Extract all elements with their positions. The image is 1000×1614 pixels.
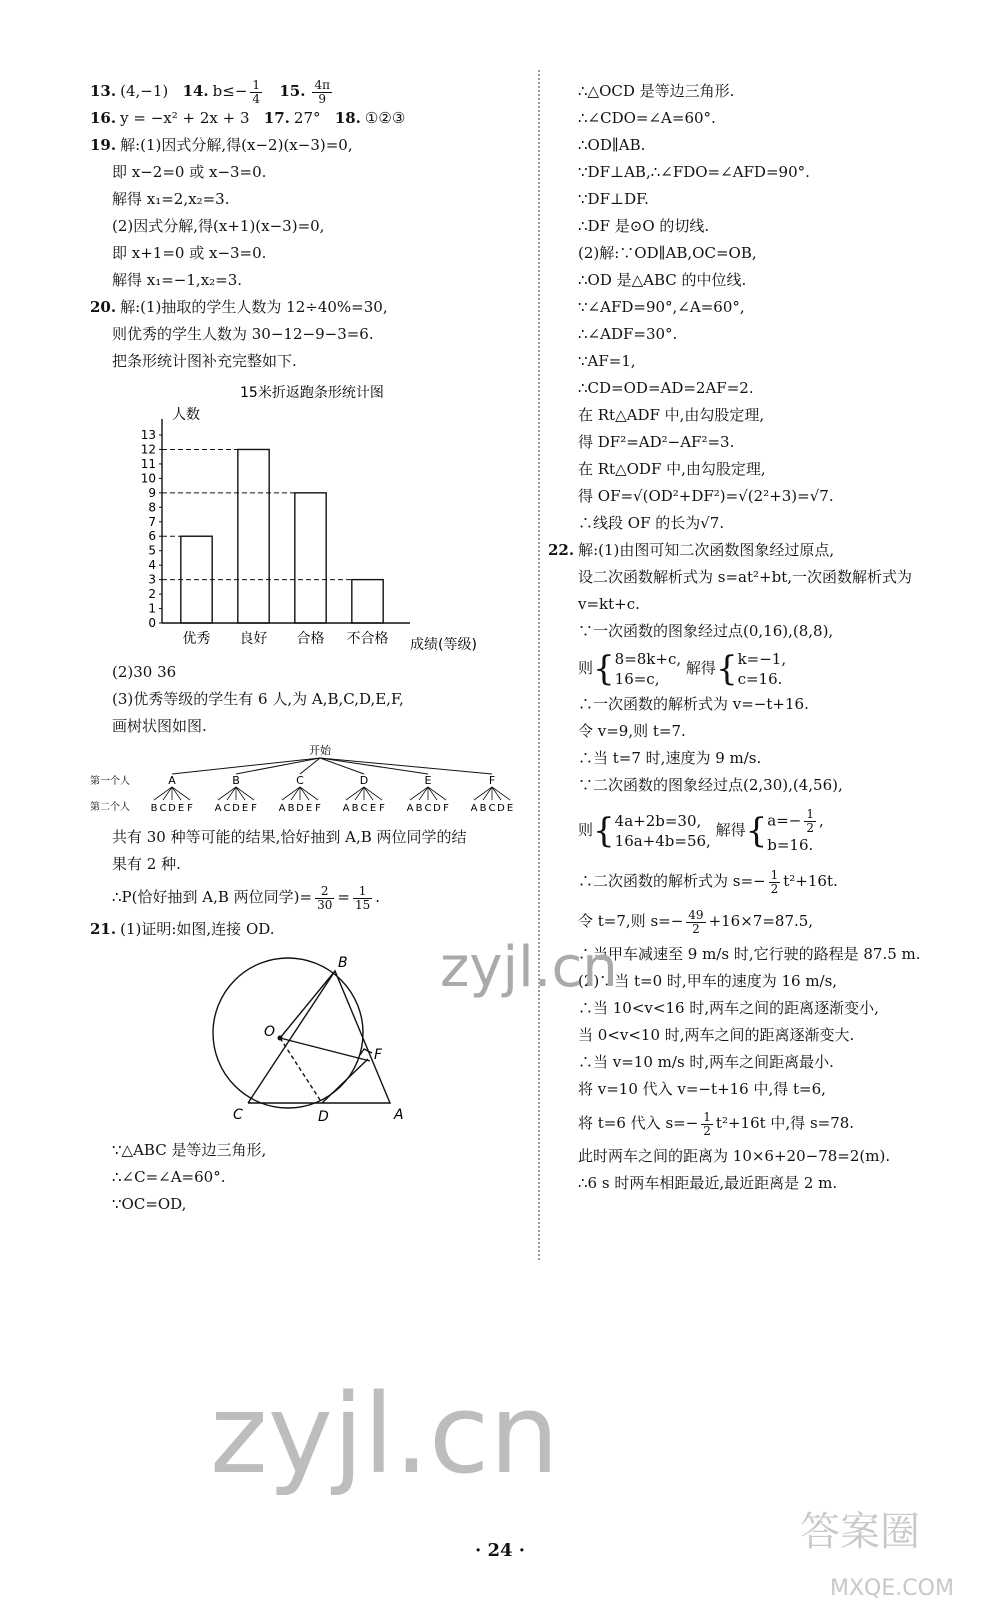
- q19-text: 解:(1)因式分解,得(x−2)(x−3)=0,: [120, 136, 353, 154]
- tree-row2-label: 第二个人: [90, 802, 130, 813]
- tree-leaf: C: [424, 803, 432, 814]
- q22-line: ∵二次函数的图象经过点(2,30),(4,56),: [578, 776, 843, 794]
- q22-line: ∵一次函数的图象经过点(0,16),(8,8),: [578, 622, 834, 640]
- y-tick-label: 11: [140, 456, 156, 471]
- y-tick-label: 7: [148, 514, 156, 529]
- q20-line: 把条形统计图补充完整如下.: [112, 352, 297, 370]
- label-c: C: [233, 1107, 243, 1123]
- tree-leaf: C: [360, 803, 368, 814]
- tree-node: B: [232, 774, 240, 787]
- q19-number: 19.: [90, 136, 117, 154]
- q15-number: 15.: [279, 82, 306, 100]
- watermark: 答案圈: [800, 1509, 920, 1555]
- tree-branch: [291, 787, 300, 800]
- tree-branch: [410, 787, 428, 800]
- q21-line: (2)解:∵OD∥AB,OC=OB,: [578, 244, 757, 262]
- tree-leaf: D: [433, 803, 441, 814]
- tree-branch: [172, 787, 190, 800]
- q21-line: 在 Rt△ADF 中,由勾股定理,: [578, 406, 765, 424]
- y-tick-label: 3: [148, 572, 156, 587]
- tree-branch: [428, 787, 446, 800]
- q22-line: 将 v=10 代入 v=−t+16 中,得 t=6,: [578, 1080, 826, 1098]
- column-divider: [538, 70, 540, 1260]
- q21-line: ∵DF⊥DF.: [578, 190, 649, 208]
- tree-branch: [154, 787, 172, 800]
- q20-number: 20.: [90, 298, 117, 316]
- y-tick-label: 0: [148, 616, 156, 630]
- y-tick-label: 13: [140, 428, 156, 442]
- tree-branch: [346, 787, 364, 800]
- answers-16-18: [90, 105, 530, 132]
- watermark: zyjl.cn: [210, 1370, 560, 1498]
- tree-leaf: F: [251, 803, 257, 814]
- q17-answer: 27°: [293, 109, 321, 127]
- q19-line: 即 x−2=0 或 x−3=0.: [112, 163, 267, 181]
- q20-text: 解:(1)抽取的学生人数为 12÷40%=30,: [120, 298, 388, 316]
- q22-system-1: 则{8=8k+c, 16=c, 解得{k=−1, c=16.: [578, 649, 787, 689]
- tree-leaf: A: [406, 803, 414, 814]
- q22-line: ∴当 v=10 m/s 时,两车之间距离最小.: [578, 1053, 834, 1071]
- tree-branch: [163, 787, 172, 800]
- tree-node: E: [424, 774, 432, 787]
- tree-leaf: F: [443, 803, 449, 814]
- label-o: O: [264, 1024, 276, 1040]
- q22-line: ∴当甲车减速至 9 m/s 时,它行驶的路程是 87.5 m.: [578, 945, 921, 963]
- q20-line: (2)30 36: [112, 663, 177, 681]
- label-f: F: [374, 1047, 383, 1063]
- tree-branch: [172, 787, 181, 800]
- tree-leaf: C: [159, 803, 167, 814]
- q16-answer: y = −x² + 2x + 3: [120, 109, 250, 127]
- q22-text: 解:(1)由图可知二次函数图象经过原点,: [578, 541, 835, 559]
- q22-t7: 令 t=7,则 s=− $\frac{49}{2}$ +16×7=87.5,: [578, 907, 814, 936]
- q21-line: ∵AF=1,: [578, 352, 636, 370]
- tree-leaf: B: [287, 803, 295, 814]
- x-category-label: 合格: [296, 631, 325, 647]
- tree-branch: [355, 787, 364, 800]
- q22-line: 当 0<v<10 时,两车之间的距离逐渐变大.: [578, 1026, 855, 1044]
- q22-system-2: 则{4a+2b=30, 16a+4b=56, 解得{a=− $\frac{1}{2}$ , b=16.: [578, 806, 824, 854]
- q22-line: v=kt+c.: [578, 595, 640, 613]
- tree-branch: [236, 787, 254, 800]
- label-d: D: [318, 1109, 329, 1125]
- q18-answer: ①②③: [364, 109, 406, 127]
- q18-number: 18.: [334, 109, 361, 127]
- q21-line: ∴OD∥AB.: [578, 136, 646, 154]
- tree-leaf: A: [214, 803, 222, 814]
- q19-line: [90, 132, 530, 159]
- segment-df: [322, 1059, 368, 1103]
- tree-branch: [364, 787, 382, 800]
- q19-line: (2)因式分解,得(x+1)(x−3)=0,: [112, 217, 325, 235]
- q19-line: 解得 x₁=2,x₂=3.: [112, 190, 230, 208]
- q13-answer: (4,−1): [120, 82, 169, 100]
- tree-leaf: B: [150, 803, 158, 814]
- right-column: [548, 78, 988, 1197]
- tree-branch: [419, 787, 428, 800]
- q15-fraction: $\frac{4\pi}{9}$: [314, 77, 331, 106]
- tree-branch: [474, 787, 492, 800]
- q20-line: [90, 294, 530, 321]
- answers-13-15: [90, 78, 530, 105]
- tree-leaf: D: [497, 803, 505, 814]
- tree-diagram: [90, 740, 530, 820]
- tree-node: C: [296, 774, 304, 787]
- tree-root: 开始: [309, 744, 331, 757]
- q21-number: 21.: [90, 920, 117, 938]
- y-tick-label: 12: [140, 442, 156, 457]
- tree-leaf: B: [415, 803, 423, 814]
- q22-quadratic: ∴二次函数的解析式为 s=− $\frac{1}{2}$ t²+16t.: [578, 867, 838, 896]
- tree-leaf: E: [241, 803, 249, 814]
- q20-line: (3)优秀等级的学生有 6 人,为 A,B,C,D,E,F,: [112, 690, 404, 708]
- q21-line: ∵∠AFD=90°,∠A=60°,: [578, 298, 745, 316]
- q14-fraction: $\frac{1}{4}$: [252, 77, 261, 106]
- tree-node: F: [488, 774, 496, 787]
- bar: [295, 493, 326, 623]
- tree-leaf: D: [232, 803, 240, 814]
- q21-line: ∴∠C=∠A=60°.: [112, 1168, 226, 1186]
- bar: [238, 449, 269, 623]
- q22-line: 设二次函数解析式为 s=at²+bt,一次函数解析式为: [578, 568, 912, 586]
- tree-branch: [483, 787, 492, 800]
- q21-line: ∴CD=OD=AD=2AF=2.: [578, 379, 754, 397]
- tree-leaf: F: [315, 803, 321, 814]
- q21-text: (1)证明:如图,连接 OD.: [120, 920, 275, 938]
- tree-leaf: E: [177, 803, 185, 814]
- q20-probability: ∴P(恰好抽到 A,B 两位同学)= $\frac{2}{30}$ = $\frac{1}{15}$ .: [112, 883, 380, 912]
- q20-line: 果有 2 种.: [112, 855, 181, 873]
- q21-line: ∴OD 是△ABC 的中位线.: [578, 271, 747, 289]
- bar-chart: [90, 375, 530, 655]
- q14-number: 14.: [182, 82, 209, 100]
- q22-line: ∴一次函数的解析式为 v=−t+16.: [578, 695, 809, 713]
- tree-branch: [300, 787, 318, 800]
- tree-branch: [227, 787, 236, 800]
- tree-leaf: A: [278, 803, 286, 814]
- y-tick-label: 10: [140, 471, 156, 486]
- q21-line: ∴△OCD 是等边三角形.: [578, 82, 735, 100]
- tree-leaf: C: [223, 803, 231, 814]
- tree-branch: [428, 787, 437, 800]
- chart-x-label: 成绩(等级): [410, 637, 477, 653]
- tree-branch: [364, 787, 373, 800]
- q21-line: ∵OC=OD,: [112, 1195, 187, 1213]
- q19-line: 解得 x₁=−1,x₂=3.: [112, 271, 243, 289]
- y-tick-label: 6: [148, 529, 156, 544]
- y-tick-label: 1: [148, 601, 156, 616]
- q21-line: ∵DF⊥AB,∴∠FDO=∠AFD=90°.: [578, 163, 810, 181]
- tree-branch: [236, 787, 245, 800]
- tree-branch: [218, 787, 236, 800]
- x-category-label: 优秀: [182, 631, 211, 647]
- x-category-label: 不合格: [346, 631, 389, 647]
- watermark: zyjl.cn: [440, 935, 618, 1000]
- q22-line: ∴6 s 时两车相距最近,最近距离是 2 m.: [578, 1174, 838, 1192]
- q22-line: ∴当 10<v<16 时,两车之间的距离逐渐变小,: [578, 999, 879, 1017]
- segment-ob: [280, 971, 335, 1038]
- tree-leaf: C: [488, 803, 496, 814]
- y-tick-label: 8: [148, 500, 156, 515]
- label-b: B: [338, 955, 348, 971]
- q21-line: 得 OF=√(OD²+DF²)=√(2²+3)=√7.: [578, 487, 834, 505]
- q21-line: ∴DF 是⊙O 的切线.: [578, 217, 710, 235]
- tree-branch: [320, 758, 492, 774]
- tree-branch: [492, 787, 510, 800]
- y-tick-label: 5: [148, 543, 156, 558]
- q22-line: 此时两车之间的距离为 10×6+20−78=2(m).: [578, 1147, 891, 1165]
- q14-answer: b≤−: [212, 82, 248, 100]
- q16-number: 16.: [90, 109, 117, 127]
- q21-line: ∴∠CDO=∠A=60°.: [578, 109, 716, 127]
- q20-line: 则优秀的学生人数为 30−12−9−3=6.: [112, 325, 374, 343]
- watermark: MXQE.COM: [830, 1576, 954, 1601]
- q13-number: 13.: [90, 82, 117, 100]
- tree-node: D: [359, 774, 369, 787]
- tree-branch: [492, 787, 501, 800]
- q22-line: [548, 537, 988, 564]
- left-column: [90, 78, 530, 1218]
- x-category-label: 良好: [239, 631, 268, 647]
- tree-branch: [320, 758, 428, 774]
- q19-line: 即 x+1=0 或 x−3=0.: [112, 244, 267, 262]
- q21-line: ∴∠ADF=30°.: [578, 325, 678, 343]
- q21-line: ∵△ABC 是等边三角形,: [112, 1141, 267, 1159]
- tree-leaf: F: [379, 803, 385, 814]
- tree-branch: [300, 787, 309, 800]
- tree-branch: [282, 787, 300, 800]
- tree-leaf: D: [296, 803, 304, 814]
- chart-title: 15米折返跑条形统计图: [240, 385, 384, 401]
- tree-leaf: A: [470, 803, 478, 814]
- q21-line: 得 DF²=AD²−AF²=3.: [578, 433, 735, 451]
- q22-line: 令 v=9,则 t=7.: [578, 722, 686, 740]
- q22-line: (2)∵当 t=0 时,甲车的速度为 16 m/s,: [578, 972, 838, 990]
- bar: [352, 580, 383, 623]
- q20-line: 画树状图如图.: [112, 717, 207, 735]
- q22-s6: 将 t=6 代入 s=− $\frac{1}{2}$ t²+16t 中,得 s=78.: [578, 1109, 855, 1138]
- tree-leaf: E: [305, 803, 313, 814]
- y-tick-label: 2: [148, 587, 156, 602]
- q20-line: 共有 30 种等可能的结果,恰好抽到 A,B 两位同学的结: [112, 828, 467, 846]
- tree-leaf: E: [506, 803, 514, 814]
- tree-leaf: A: [342, 803, 350, 814]
- page-number: · 24 ·: [474, 1540, 526, 1561]
- chart-y-label: 人数: [172, 407, 200, 423]
- q22-number: 22.: [548, 541, 575, 559]
- tree-leaf: B: [479, 803, 487, 814]
- y-tick-label: 9: [148, 485, 156, 500]
- q22-line: ∴当 t=7 时,速度为 9 m/s.: [578, 749, 762, 767]
- y-tick-label: 4: [148, 558, 156, 573]
- tree-leaf: B: [351, 803, 359, 814]
- segment-of: [280, 1038, 370, 1061]
- tree-row1-label: 第一个人: [90, 776, 130, 787]
- q21-line: ∴线段 OF 的长为√7.: [578, 514, 725, 532]
- tree-leaf: E: [369, 803, 377, 814]
- q21-line: 在 Rt△ODF 中,由勾股定理,: [578, 460, 766, 478]
- q17-number: 17.: [263, 109, 290, 127]
- label-a: A: [394, 1107, 404, 1123]
- tree-leaf: F: [187, 803, 193, 814]
- tree-leaf: D: [168, 803, 176, 814]
- tree-node: A: [168, 774, 176, 787]
